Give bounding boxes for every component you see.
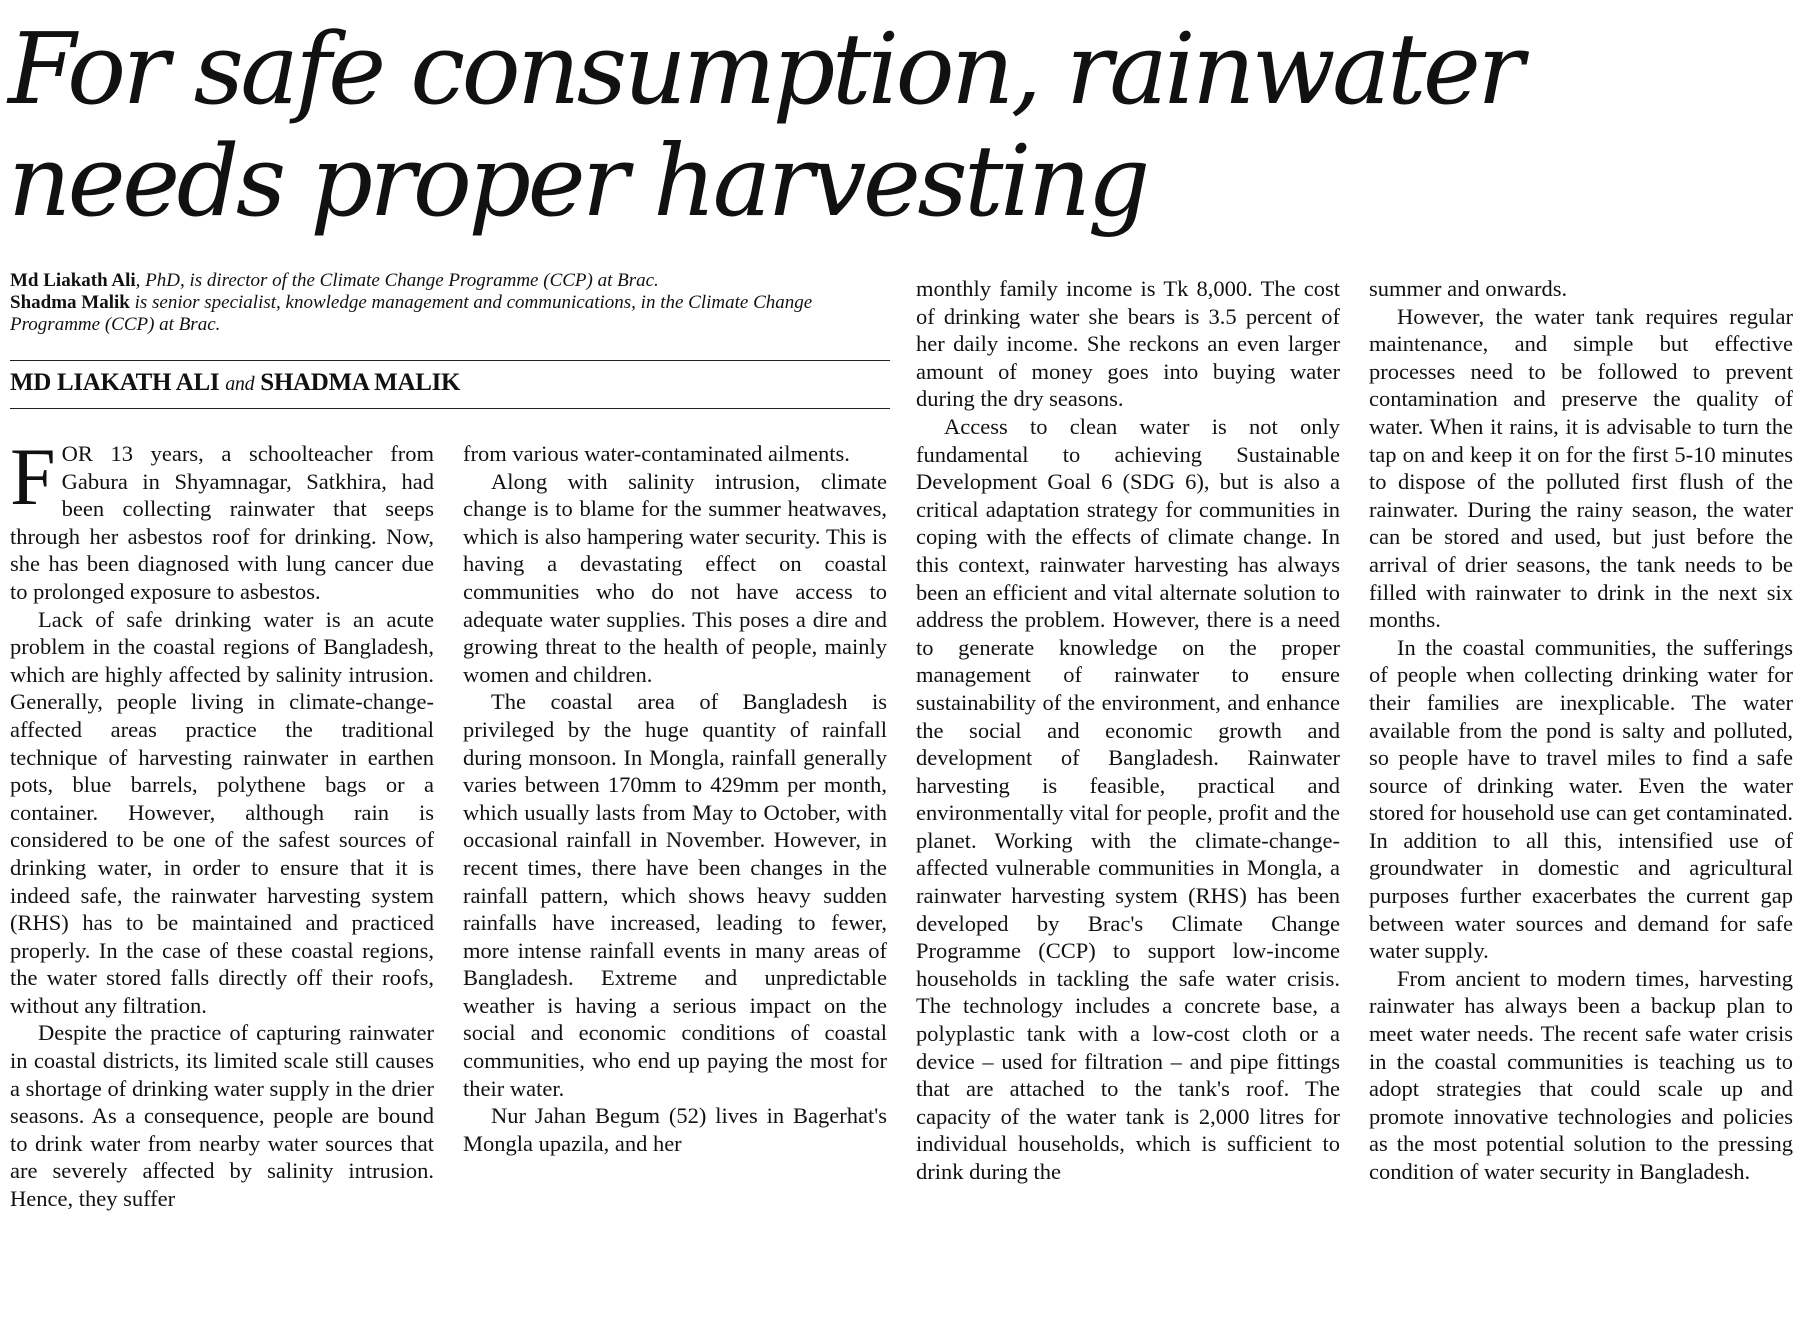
article-column-4 bbox=[1369, 275, 1793, 1186]
paragraph: monthly family income is Tk 8,000. The cost of drinking water she bears is 3.5 percent of her daily income. She reckons an even larger amount of money goes into buying water during the dry seasons. bbox=[916, 276, 1340, 412]
paragraph: From ancient to modern times, harvesting rainwater has always been a backup plan to meet water needs. The recent safe water crisis in the coastal communities is teaching us to adopt strategies that could scale up and promote innovative technologies and policies as the most potential solution to the pressing condition of water security in Bangladesh. bbox=[1369, 965, 1793, 1184]
credit-name: Md Liakath Ali bbox=[10, 270, 136, 291]
paragraph: Lack of safe drinking water is an acute problem in the coastal regions of Bangladesh, which are highly affected by salinity intrusion. Generally, people living in climate-change-affected areas practice the traditional technique of harvesting rainwater in earthen pots, blue barrels, polythene bags or a container. However, although rain is considered to be one of the safest sources of drinking water, in order to ensure that it is indeed safe, the rainwater harvesting system (RHS) has to be maintained and practiced properly. In the case of these coastal regions, the water stored falls directly off their roofs, without any filtration. bbox=[10, 606, 434, 1018]
credit-description: , PhD, is director of the Climate Change Programme (CCP) at Brac. bbox=[135, 270, 659, 291]
paragraph: The coastal area of Bangladesh is privileged by the huge quantity of rainfall during monsoon. In Mongla, rainfall generally varies between 170mm to 429mm per month, which usually lasts from May to October, with occasional rainfall in November. However, in recent times, there have been changes in the rainfall pattern, which shows heavy sudden rainfalls have increased, leading to fewer, more intense rainfall events in many areas of Bangladesh. Extreme and unpredictable weather is having a serious impact on the social and economic conditions of coastal communities, who end up paying the most for their water. bbox=[463, 689, 887, 1101]
byline-bottom-rule bbox=[10, 408, 890, 409]
credit-line bbox=[10, 270, 890, 292]
paragraph: Despite the practice of capturing rainwater in coastal districts, its limited scale still causes a shortage of drinking water supply in the drier seasons. As a consequence, people are bound to drink water from nearby water sources that are severely affected by salinity intrusion. Hence, they suffer bbox=[10, 1020, 434, 1212]
drop-cap: F bbox=[10, 431, 56, 522]
article-column-2 bbox=[463, 440, 887, 1157]
paragraph-text: OR 13 years, a schoolteacher from Gabura in Shyamnagar, Satkhira, had been collecting rainwater that seeps through her asbestos roof for drinking. Now, she has been diagnosed with lung cancer due to prolonged exposure to asbestos. bbox=[10, 441, 434, 604]
byline bbox=[10, 368, 890, 399]
credit-line bbox=[10, 292, 890, 336]
paragraph: Access to clean water is not only fundamental to achieving Sustainable Development Goal 6 (SDG 6), but is also a critical adaptation strategy for communities in coping with the effects of climate change. In this context, rainwater harvesting has always been an efficient and vital alternate solution to address the problem. However, there is a need to generate knowledge on the proper management of rainwater to ensure sustainability of the environment, and enhance the social and economic growth and development of Bangladesh. Rainwater harvesting is feasible, practical and environmentally vital for people, profit and the planet. Working with the climate-change-affected vulnerable communities in Mongla, a rainwater harvesting system (RHS) has been developed by Brac's Climate Change Programme (CCP) to support low-income households in tackling the safe water crisis. The technology includes a concrete base, a polyplastic tank with a low-cost cloth or a device – used for filtration – and pipe fittings that are attached to the tank's roof. The capacity of the water tank is 2,000 litres for individual households, which is sufficient to drink during the bbox=[916, 413, 1340, 1184]
credit-description: is senior specialist, knowledge management and communications, in the Climate Change Programme (CCP) at Brac. bbox=[10, 292, 813, 335]
byline-author-1: MD LIAKATH ALI bbox=[10, 369, 220, 396]
paragraph: summer and onwards. bbox=[1369, 276, 1568, 301]
byline-author-2: SHADMA MALIK bbox=[260, 369, 461, 396]
article-column-1 bbox=[10, 431, 434, 1213]
paragraph: Nur Jahan Begum (52) lives in Bagerhat's Mongla upazila, and her bbox=[463, 1103, 887, 1156]
paragraph: However, the water tank requires regular maintenance, and simple but effective processes need to be followed to prevent contamination and preserve the quality of water. When it rains, it is advisable to turn the tap on and keep it on for the first 5-10 minutes to dispose of the polluted first flush of the rainwater. During the rainy season, the water can be stored and used, but just before the arrival of drier seasons, the tank needs to be filled with rainwater to drink in the next six months. bbox=[1369, 303, 1793, 633]
byline-conjunction: and bbox=[225, 373, 255, 395]
paragraph bbox=[10, 431, 434, 606]
paragraph: from various water-contaminated ailments. bbox=[463, 441, 850, 466]
credit-name: Shadma Malik bbox=[10, 292, 130, 313]
paragraph: In the coastal communities, the sufferings of people when collecting drinking water for their families are inexplicable. The water available from the pond is salty and polluted, so people have to travel miles to find a safe source of drinking water. Even the water stored for household use can get contaminated. In addition to all this, intensified use of groundwater in domestic and agricultural purposes further exacerbates the current gap between water sources and demand for safe water supply. bbox=[1369, 634, 1793, 964]
byline-top-rule bbox=[10, 360, 890, 361]
headline: For safe consumption, rainwater needs proper harvesting bbox=[8, 13, 1521, 239]
author-credits bbox=[10, 270, 890, 336]
paragraph: Along with salinity intrusion, climate change is to blame for the summer heatwaves, which is also hampering water security. This is having a devastating effect on coastal communities who do not have access to adequate water supplies. This poses a dire and growing threat to the health of people, mainly women and children. bbox=[463, 468, 887, 687]
article-column-3 bbox=[916, 275, 1340, 1186]
